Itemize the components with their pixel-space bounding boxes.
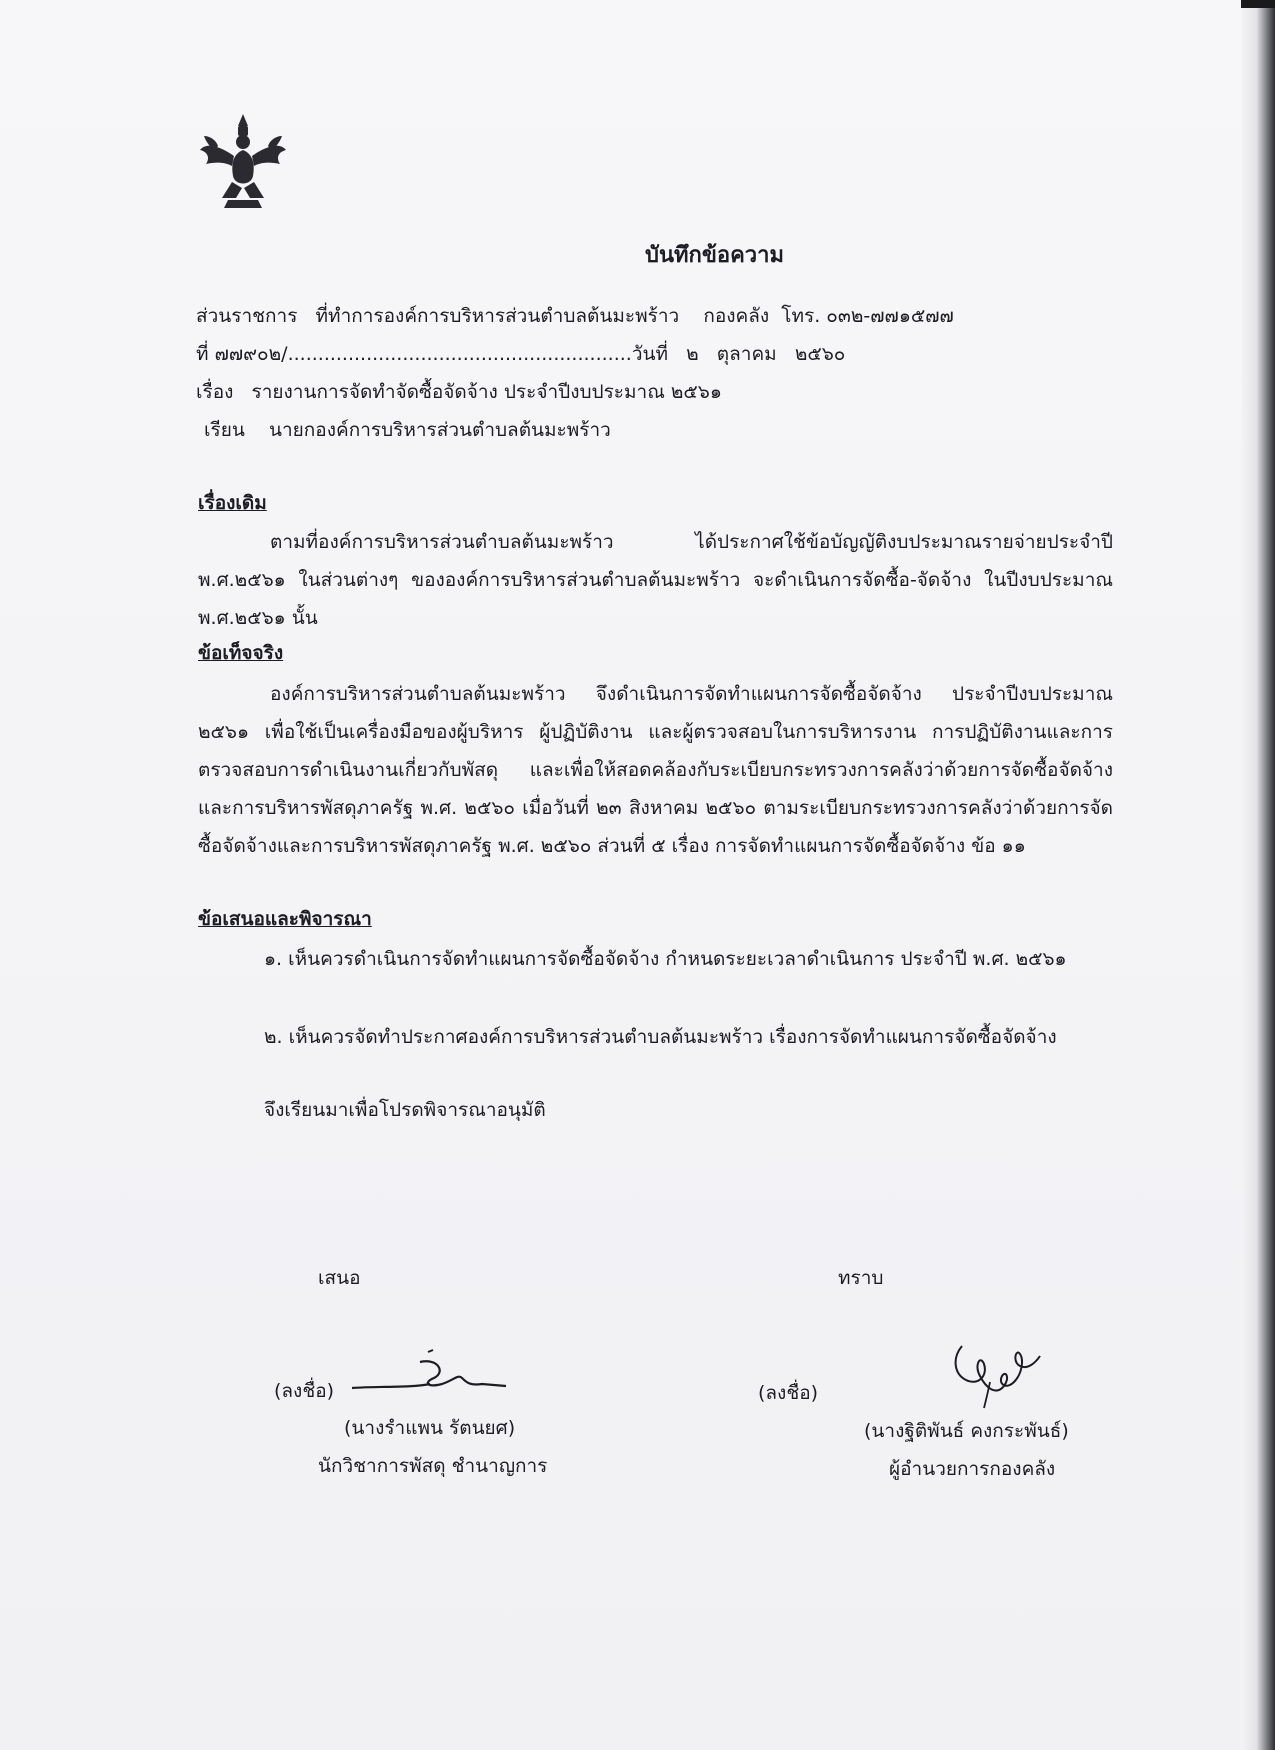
proposal-item-1: ๑. เห็นควรดำเนินการจัดทำแผนการจัดซื้อจัดจ้าง กำหนดระยะเวลาดำเนินการ ประจำปี พ.ศ. ๒๕๖๑ bbox=[264, 948, 1067, 970]
left-sign-label: (ลงชื่อ) bbox=[274, 1380, 335, 1402]
proposal-heading: ข้อเสนอและพิจารณา bbox=[198, 908, 372, 930]
subject-line bbox=[196, 379, 722, 405]
recipient-line bbox=[204, 417, 611, 443]
acknowledge-label: ทราบ bbox=[838, 1267, 884, 1289]
proposal-item-2: ๒. เห็นควรจัดทำประกาศองค์การบริหารส่วนตำบลต้นมะพร้าว เรื่องการจัดทำแผนการจัดซื้อจัดจ้าง bbox=[264, 1026, 1057, 1048]
background-paragraph: ตามที่องค์การบริหารส่วนตำบลต้นมะพร้าว ได้ประกาศใช้ข้อบัญญัติงบประมาณรายจ่ายประจำปี พ.ศ.๒๕๖๑ ในส่วนต่างๆ ขององค์การบริหารส่วนตำบลต้นมะพร้าว จะดำเนินการจัดซื้อ-จัดจ้าง ในปีงบประมาณ พ.ศ.๒๕๖๑ นั้น bbox=[198, 531, 1113, 629]
recipient-text: นายกองค์การบริหารส่วนตำบลต้นมะพร้าว bbox=[269, 419, 611, 441]
scan-edge-top bbox=[1241, 0, 1275, 8]
ref-line bbox=[196, 341, 845, 367]
subject-text: รายงานการจัดทำจัดซื้อจัดจ้าง ประจำปีงบประมาณ ๒๕๖๑ bbox=[251, 381, 722, 403]
background-heading: เรื่องเดิม bbox=[198, 492, 267, 514]
agency-name: ที่ทำการองค์การบริหารส่วนตำบลต้นมะพร้าว bbox=[315, 305, 680, 327]
left-signature-icon bbox=[350, 1348, 510, 1400]
date-month: ตุลาคม bbox=[716, 343, 777, 365]
right-sign-label: (ลงชื่อ) bbox=[758, 1382, 819, 1404]
division-name: กองคลัง bbox=[703, 305, 770, 327]
agency-line bbox=[196, 303, 954, 329]
date-day: ๒ bbox=[686, 343, 699, 365]
facts-heading: ข้อเท็จจริง bbox=[198, 642, 284, 664]
agency-label: ส่วนราชการ bbox=[196, 305, 298, 327]
right-signature-icon bbox=[944, 1336, 1052, 1412]
closing-text: จึงเรียนมาเพื่อโปรดพิจารณาอนุมัติ bbox=[264, 1099, 546, 1121]
garuda-emblem-icon bbox=[198, 112, 288, 212]
scan-edge bbox=[1241, 0, 1275, 1750]
right-signer-position: ผู้อำนวยการกองคลัง bbox=[889, 1458, 1056, 1480]
phone-number: โทร. ๐๓๒-๗๗๑๕๗๗ bbox=[781, 305, 954, 327]
propose-label: เสนอ bbox=[318, 1267, 361, 1289]
reference-number: ที่ ๗๗๙๐๒/.........................................................วันที่ bbox=[196, 343, 669, 365]
subject-label: เรื่อง bbox=[196, 381, 234, 403]
document-title: บันทึกข้อความ bbox=[645, 243, 785, 268]
facts-paragraph: องค์การบริหารส่วนตำบลต้นมะพร้าว จึงดำเนินการจัดทำแผนการจัดซื้อจัดจ้าง ประจำปีงบประมาณ ๒๕๖๑ เพื่อใช้เป็นเครื่องมือของผู้บริหาร ผู้ปฏิบัติงาน และผู้ตรวจสอบในการบริหารงาน การปฏิบัติงานและการตรวจสอบการดำเนินงานเกี่ยวกับพัสดุ และเพื่อให้สอดคล้องกับระเบียบกระทรวงการคลังว่าด้วยการจัดซื้อจัดจ้างและการบริหารพัสดุภาครัฐ พ.ศ. ๒๕๖๐ เมื่อวันที่ ๒๓ สิงหาคม ๒๕๖๐ ตามระเบียบกระทรวงการคลังว่าด้วยการจัดซื้อจัดจ้างและการบริหารพัสดุภาครัฐ พ.ศ. ๒๕๖๐ ส่วนที่ ๕ เรื่อง การจัดทำแผนการจัดซื้อจัดจ้าง ข้อ ๑๑ bbox=[198, 683, 1113, 857]
recipient-label: เรียน bbox=[204, 419, 245, 441]
right-signer-name: (นางฐิติพันธ์ คงกระพันธ์) bbox=[864, 1420, 1069, 1442]
left-signer-position: นักวิชาการพัสดุ ชำนาญการ bbox=[318, 1455, 548, 1477]
date-year: ๒๕๖๐ bbox=[794, 343, 846, 365]
left-signer-name: (นางรำแพน รัตนยศ) bbox=[344, 1417, 516, 1439]
